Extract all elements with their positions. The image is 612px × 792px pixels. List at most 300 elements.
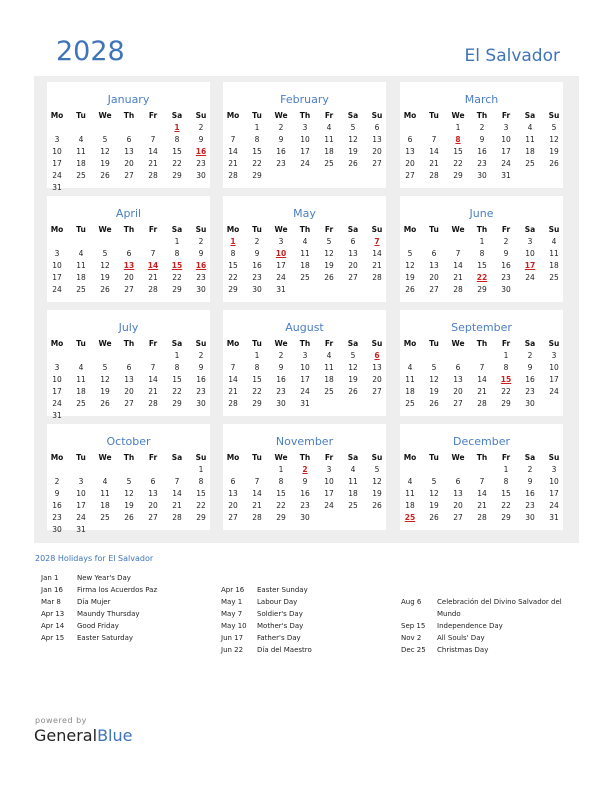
week-row (223, 170, 386, 182)
day: 14 (453, 261, 463, 270)
day: 12 (429, 375, 439, 384)
day: 1 (503, 465, 509, 474)
day: 20 (372, 147, 382, 156)
day: 21 (172, 501, 182, 510)
weekday-label: Su (371, 111, 383, 120)
month-7 (47, 310, 210, 420)
weekday-label: We (451, 453, 465, 462)
weekday-label: Th (299, 339, 311, 348)
day: 13 (453, 375, 463, 384)
day: 9 (479, 135, 485, 144)
holiday-item (401, 598, 562, 607)
day: 6 (150, 477, 156, 486)
week-row (400, 398, 563, 410)
holiday-date: May 1 (221, 598, 243, 606)
day: 10 (549, 477, 559, 486)
day: 4 (350, 465, 356, 474)
weekday-label: Mo (403, 225, 417, 234)
day: 29 (172, 399, 182, 408)
weekday-label: Sa (347, 453, 359, 462)
day: 6 (126, 363, 132, 372)
day: 11 (76, 375, 86, 384)
day: 24 (324, 501, 334, 510)
weekday-label: Mo (50, 339, 64, 348)
day: 6 (455, 477, 461, 486)
day: 25 (76, 399, 86, 408)
day: 14 (148, 147, 158, 156)
day: 23 (525, 501, 535, 510)
day: 21 (228, 159, 238, 168)
day: 4 (78, 249, 84, 258)
day: 24 (52, 285, 62, 294)
day: 24 (52, 171, 62, 180)
day: 5 (551, 123, 557, 132)
holiday-date: Sep 15 (401, 622, 426, 630)
day: 17 (549, 375, 559, 384)
weekday-label: Tu (76, 111, 86, 120)
day: 12 (348, 363, 358, 372)
weekday-label: Mo (403, 111, 417, 120)
day: 9 (527, 363, 533, 372)
day: 12 (372, 477, 382, 486)
day: 24 (525, 273, 535, 282)
weekday-header (47, 452, 210, 464)
day: 23 (525, 387, 535, 396)
day: 11 (405, 375, 415, 384)
day: 27 (148, 513, 158, 522)
weekday-label: Th (123, 225, 135, 234)
week-row (400, 500, 563, 512)
week-row (47, 500, 210, 512)
day: 27 (453, 399, 463, 408)
day: 27 (124, 399, 134, 408)
holiday-date: Jun 17 (221, 634, 244, 642)
weekday-header (400, 452, 563, 464)
weekday-label: Th (123, 453, 135, 462)
weekday-label: Su (195, 111, 207, 120)
holiday-day: 7 (374, 237, 380, 246)
day: 4 (407, 363, 413, 372)
holiday-date: Jan 16 (41, 586, 63, 594)
day: 16 (501, 261, 511, 270)
day: 30 (276, 399, 286, 408)
generalblue-logo[interactable] (34, 728, 132, 744)
week-row (47, 362, 210, 374)
day: 29 (228, 285, 238, 294)
day: 19 (124, 501, 134, 510)
day: 10 (549, 363, 559, 372)
day: 16 (276, 147, 286, 156)
holiday-day: 22 (476, 273, 488, 282)
day: 16 (276, 375, 286, 384)
day: 11 (76, 147, 86, 156)
week-row (223, 158, 386, 170)
month-2 (223, 82, 386, 188)
day: 20 (453, 501, 463, 510)
holiday-date: Nov 2 (401, 634, 422, 642)
day: 15 (228, 261, 238, 270)
day: 8 (254, 363, 260, 372)
day: 17 (501, 147, 511, 156)
day: 29 (501, 399, 511, 408)
day: 26 (429, 513, 439, 522)
day: 15 (172, 147, 182, 156)
day: 14 (429, 147, 439, 156)
day: 25 (76, 285, 86, 294)
weekday-label: We (98, 339, 112, 348)
weekday-header (223, 338, 386, 350)
day: 18 (405, 501, 415, 510)
day: 7 (230, 135, 236, 144)
day: 20 (372, 375, 382, 384)
day: 26 (372, 501, 382, 510)
holiday-day: 15 (171, 261, 183, 270)
weekday-label: We (274, 339, 288, 348)
day: 16 (252, 261, 262, 270)
week-row (47, 524, 210, 536)
week-row (400, 464, 563, 476)
holiday-item (221, 622, 303, 631)
day: 7 (150, 363, 156, 372)
holiday-name: Mundo (437, 610, 461, 618)
day: 27 (348, 273, 358, 282)
weekday-label: Th (476, 453, 488, 462)
day: 1 (198, 465, 204, 474)
day: 27 (124, 171, 134, 180)
day: 7 (455, 249, 461, 258)
day: 19 (372, 489, 382, 498)
day: 21 (477, 387, 487, 396)
day: 27 (372, 387, 382, 396)
holiday-day: 14 (147, 261, 159, 270)
week-row (47, 182, 210, 194)
weekday-label: Th (299, 453, 311, 462)
day: 2 (479, 123, 485, 132)
day: 17 (549, 489, 559, 498)
holiday-item (221, 610, 303, 619)
day: 13 (228, 489, 238, 498)
day: 13 (453, 489, 463, 498)
weekday-label: Fr (148, 339, 158, 348)
week-row (47, 170, 210, 182)
day: 11 (525, 135, 535, 144)
day: 2 (503, 237, 509, 246)
day: 28 (477, 399, 487, 408)
month-title: November (275, 435, 334, 448)
day: 26 (100, 171, 110, 180)
day: 8 (230, 249, 236, 258)
week-row (47, 158, 210, 170)
weekday-label: Mo (50, 453, 64, 462)
weekday-label: Tu (429, 111, 439, 120)
week-row (47, 236, 210, 248)
day: 22 (172, 387, 182, 396)
holiday-item (401, 646, 488, 655)
week-row (400, 146, 563, 158)
holiday-item (401, 610, 461, 619)
day: 17 (52, 159, 62, 168)
day: 19 (348, 147, 358, 156)
day: 16 (52, 501, 62, 510)
day: 2 (198, 351, 204, 360)
day: 26 (348, 159, 358, 168)
week-row (47, 488, 210, 500)
day: 6 (126, 249, 132, 258)
month-5 (223, 196, 386, 302)
day: 1 (254, 123, 260, 132)
day: 3 (302, 123, 308, 132)
day: 13 (148, 489, 158, 498)
week-row (400, 272, 563, 284)
holiday-date: May 7 (221, 610, 243, 618)
day: 6 (374, 123, 380, 132)
day: 16 (525, 489, 535, 498)
day: 29 (172, 171, 182, 180)
day: 8 (503, 363, 509, 372)
weekday-label: Sa (171, 225, 183, 234)
day: 10 (300, 363, 310, 372)
week-row (400, 158, 563, 170)
week-row (47, 146, 210, 158)
day: 26 (100, 399, 110, 408)
weekday-label: Mo (226, 453, 240, 462)
weekday-label: Tu (252, 339, 262, 348)
day: 24 (52, 399, 62, 408)
weekday-header (47, 224, 210, 236)
weekday-label: Sa (524, 225, 536, 234)
weekday-label: We (98, 453, 112, 462)
holiday-day: 1 (230, 237, 236, 246)
holiday-name: Good Friday (77, 622, 119, 630)
day: 21 (372, 261, 382, 270)
week-row (400, 260, 563, 272)
day: 11 (324, 363, 334, 372)
day: 28 (148, 399, 158, 408)
weekday-header (223, 224, 386, 236)
week-row (47, 398, 210, 410)
day: 28 (148, 285, 158, 294)
day: 22 (228, 273, 238, 282)
day: 9 (198, 135, 204, 144)
day: 23 (276, 159, 286, 168)
day: 12 (100, 261, 110, 270)
calendar-panel (34, 76, 579, 543)
day: 24 (549, 501, 559, 510)
week-row (47, 134, 210, 146)
day: 26 (405, 285, 415, 294)
day: 10 (324, 477, 334, 486)
day: 12 (124, 489, 134, 498)
day: 18 (76, 387, 86, 396)
weekday-label: We (451, 339, 465, 348)
weekday-label: Su (371, 339, 383, 348)
brand-general: General (34, 726, 98, 745)
holiday-date: Apr 13 (41, 610, 65, 618)
weekday-label: Th (299, 111, 311, 120)
month-title: August (285, 321, 324, 334)
day: 17 (276, 261, 286, 270)
week-row (400, 170, 563, 182)
weekday-label: Mo (403, 339, 417, 348)
weekday-label: Tu (76, 225, 86, 234)
day: 13 (405, 147, 415, 156)
day: 5 (102, 135, 108, 144)
day: 25 (549, 273, 559, 282)
day: 24 (300, 387, 310, 396)
day: 26 (348, 387, 358, 396)
day: 22 (196, 501, 206, 510)
day: 23 (252, 273, 262, 282)
month-title: December (452, 435, 511, 448)
weekday-label: Tu (252, 225, 262, 234)
month-4 (47, 196, 210, 302)
day: 1 (254, 351, 260, 360)
week-row (223, 362, 386, 374)
holiday-name: Labour Day (257, 598, 298, 606)
day: 29 (196, 513, 206, 522)
day: 24 (76, 513, 86, 522)
holiday-item (401, 634, 485, 643)
week-row (223, 146, 386, 158)
weekday-label: Fr (501, 339, 511, 348)
day: 10 (525, 249, 535, 258)
day: 8 (254, 135, 260, 144)
holiday-date: May 10 (221, 622, 247, 630)
day: 3 (54, 249, 60, 258)
month-title: July (118, 321, 139, 334)
day: 9 (254, 249, 260, 258)
week-row (223, 386, 386, 398)
holiday-name: New Year's Day (77, 574, 131, 582)
day: 31 (76, 525, 86, 534)
day: 30 (501, 285, 511, 294)
weekday-label: Fr (501, 453, 511, 462)
day: 2 (527, 465, 533, 474)
day: 3 (54, 363, 60, 372)
weekday-header (400, 110, 563, 122)
day: 2 (54, 477, 60, 486)
weekday-label: Su (195, 339, 207, 348)
week-row (47, 248, 210, 260)
weekday-label: Sa (347, 339, 359, 348)
weekday-label: Tu (429, 453, 439, 462)
day: 11 (405, 489, 415, 498)
day: 30 (52, 525, 62, 534)
week-row (47, 260, 210, 272)
weekday-label: We (98, 111, 112, 120)
week-row (223, 248, 386, 260)
day: 4 (527, 123, 533, 132)
weekday-label: We (274, 225, 288, 234)
holiday-name: Easter Sunday (257, 586, 308, 594)
day: 28 (148, 171, 158, 180)
day: 29 (501, 513, 511, 522)
week-row (400, 236, 563, 248)
day: 9 (54, 489, 60, 498)
day: 5 (350, 351, 356, 360)
day: 21 (148, 387, 158, 396)
day: 5 (102, 249, 108, 258)
day: 21 (477, 501, 487, 510)
weekday-label: Su (371, 453, 383, 462)
weekday-label: Th (299, 225, 311, 234)
day: 27 (405, 171, 415, 180)
week-row (223, 398, 386, 410)
day: 18 (76, 273, 86, 282)
day: 30 (196, 171, 206, 180)
holiday-name: Firma los Acuerdos Paz (77, 586, 158, 594)
day: 22 (252, 387, 262, 396)
day: 6 (230, 477, 236, 486)
day: 12 (324, 249, 334, 258)
day: 2 (198, 123, 204, 132)
day: 18 (324, 375, 334, 384)
day: 9 (503, 249, 509, 258)
week-row (400, 374, 563, 386)
day: 10 (52, 261, 62, 270)
holiday-date: Apr 16 (221, 586, 245, 594)
weekday-label: We (451, 225, 465, 234)
day: 18 (348, 489, 358, 498)
day: 3 (551, 351, 557, 360)
day: 29 (477, 285, 487, 294)
weekday-label: Su (195, 453, 207, 462)
holiday-name: Soldier's Day (257, 610, 303, 618)
month-12 (400, 424, 563, 530)
day: 25 (405, 399, 415, 408)
day: 27 (453, 513, 463, 522)
day: 1 (278, 465, 284, 474)
year-title: 2028 (56, 36, 125, 67)
weekday-label: Th (123, 111, 135, 120)
holiday-day: 6 (374, 351, 380, 360)
day: 23 (477, 159, 487, 168)
day: 30 (477, 171, 487, 180)
holiday-name: Easter Saturday (77, 634, 134, 642)
holiday-date: Apr 15 (41, 634, 65, 642)
day: 1 (503, 351, 509, 360)
holiday-date: Dec 25 (401, 646, 426, 654)
day: 30 (525, 399, 535, 408)
weekday-label: Sa (171, 453, 183, 462)
holiday-item (41, 598, 110, 607)
holiday-day: 25 (404, 513, 416, 522)
weekday-label: Fr (324, 225, 334, 234)
day: 1 (479, 237, 485, 246)
day: 13 (372, 363, 382, 372)
day: 22 (172, 273, 182, 282)
day: 7 (150, 249, 156, 258)
day: 14 (228, 375, 238, 384)
day: 12 (405, 261, 415, 270)
day: 22 (453, 159, 463, 168)
day: 5 (407, 249, 413, 258)
month-11 (223, 424, 386, 530)
holiday-item (41, 586, 157, 595)
week-row (223, 476, 386, 488)
week-row (223, 464, 386, 476)
day: 5 (326, 237, 332, 246)
day: 21 (228, 387, 238, 396)
day: 14 (252, 489, 262, 498)
day: 19 (405, 273, 415, 282)
day: 24 (276, 273, 286, 282)
holiday-date: Jan 1 (41, 574, 59, 582)
day: 9 (527, 477, 533, 486)
holiday-name: Maundy Thursday (77, 610, 140, 618)
day: 31 (300, 399, 310, 408)
weekday-label: Su (371, 225, 383, 234)
